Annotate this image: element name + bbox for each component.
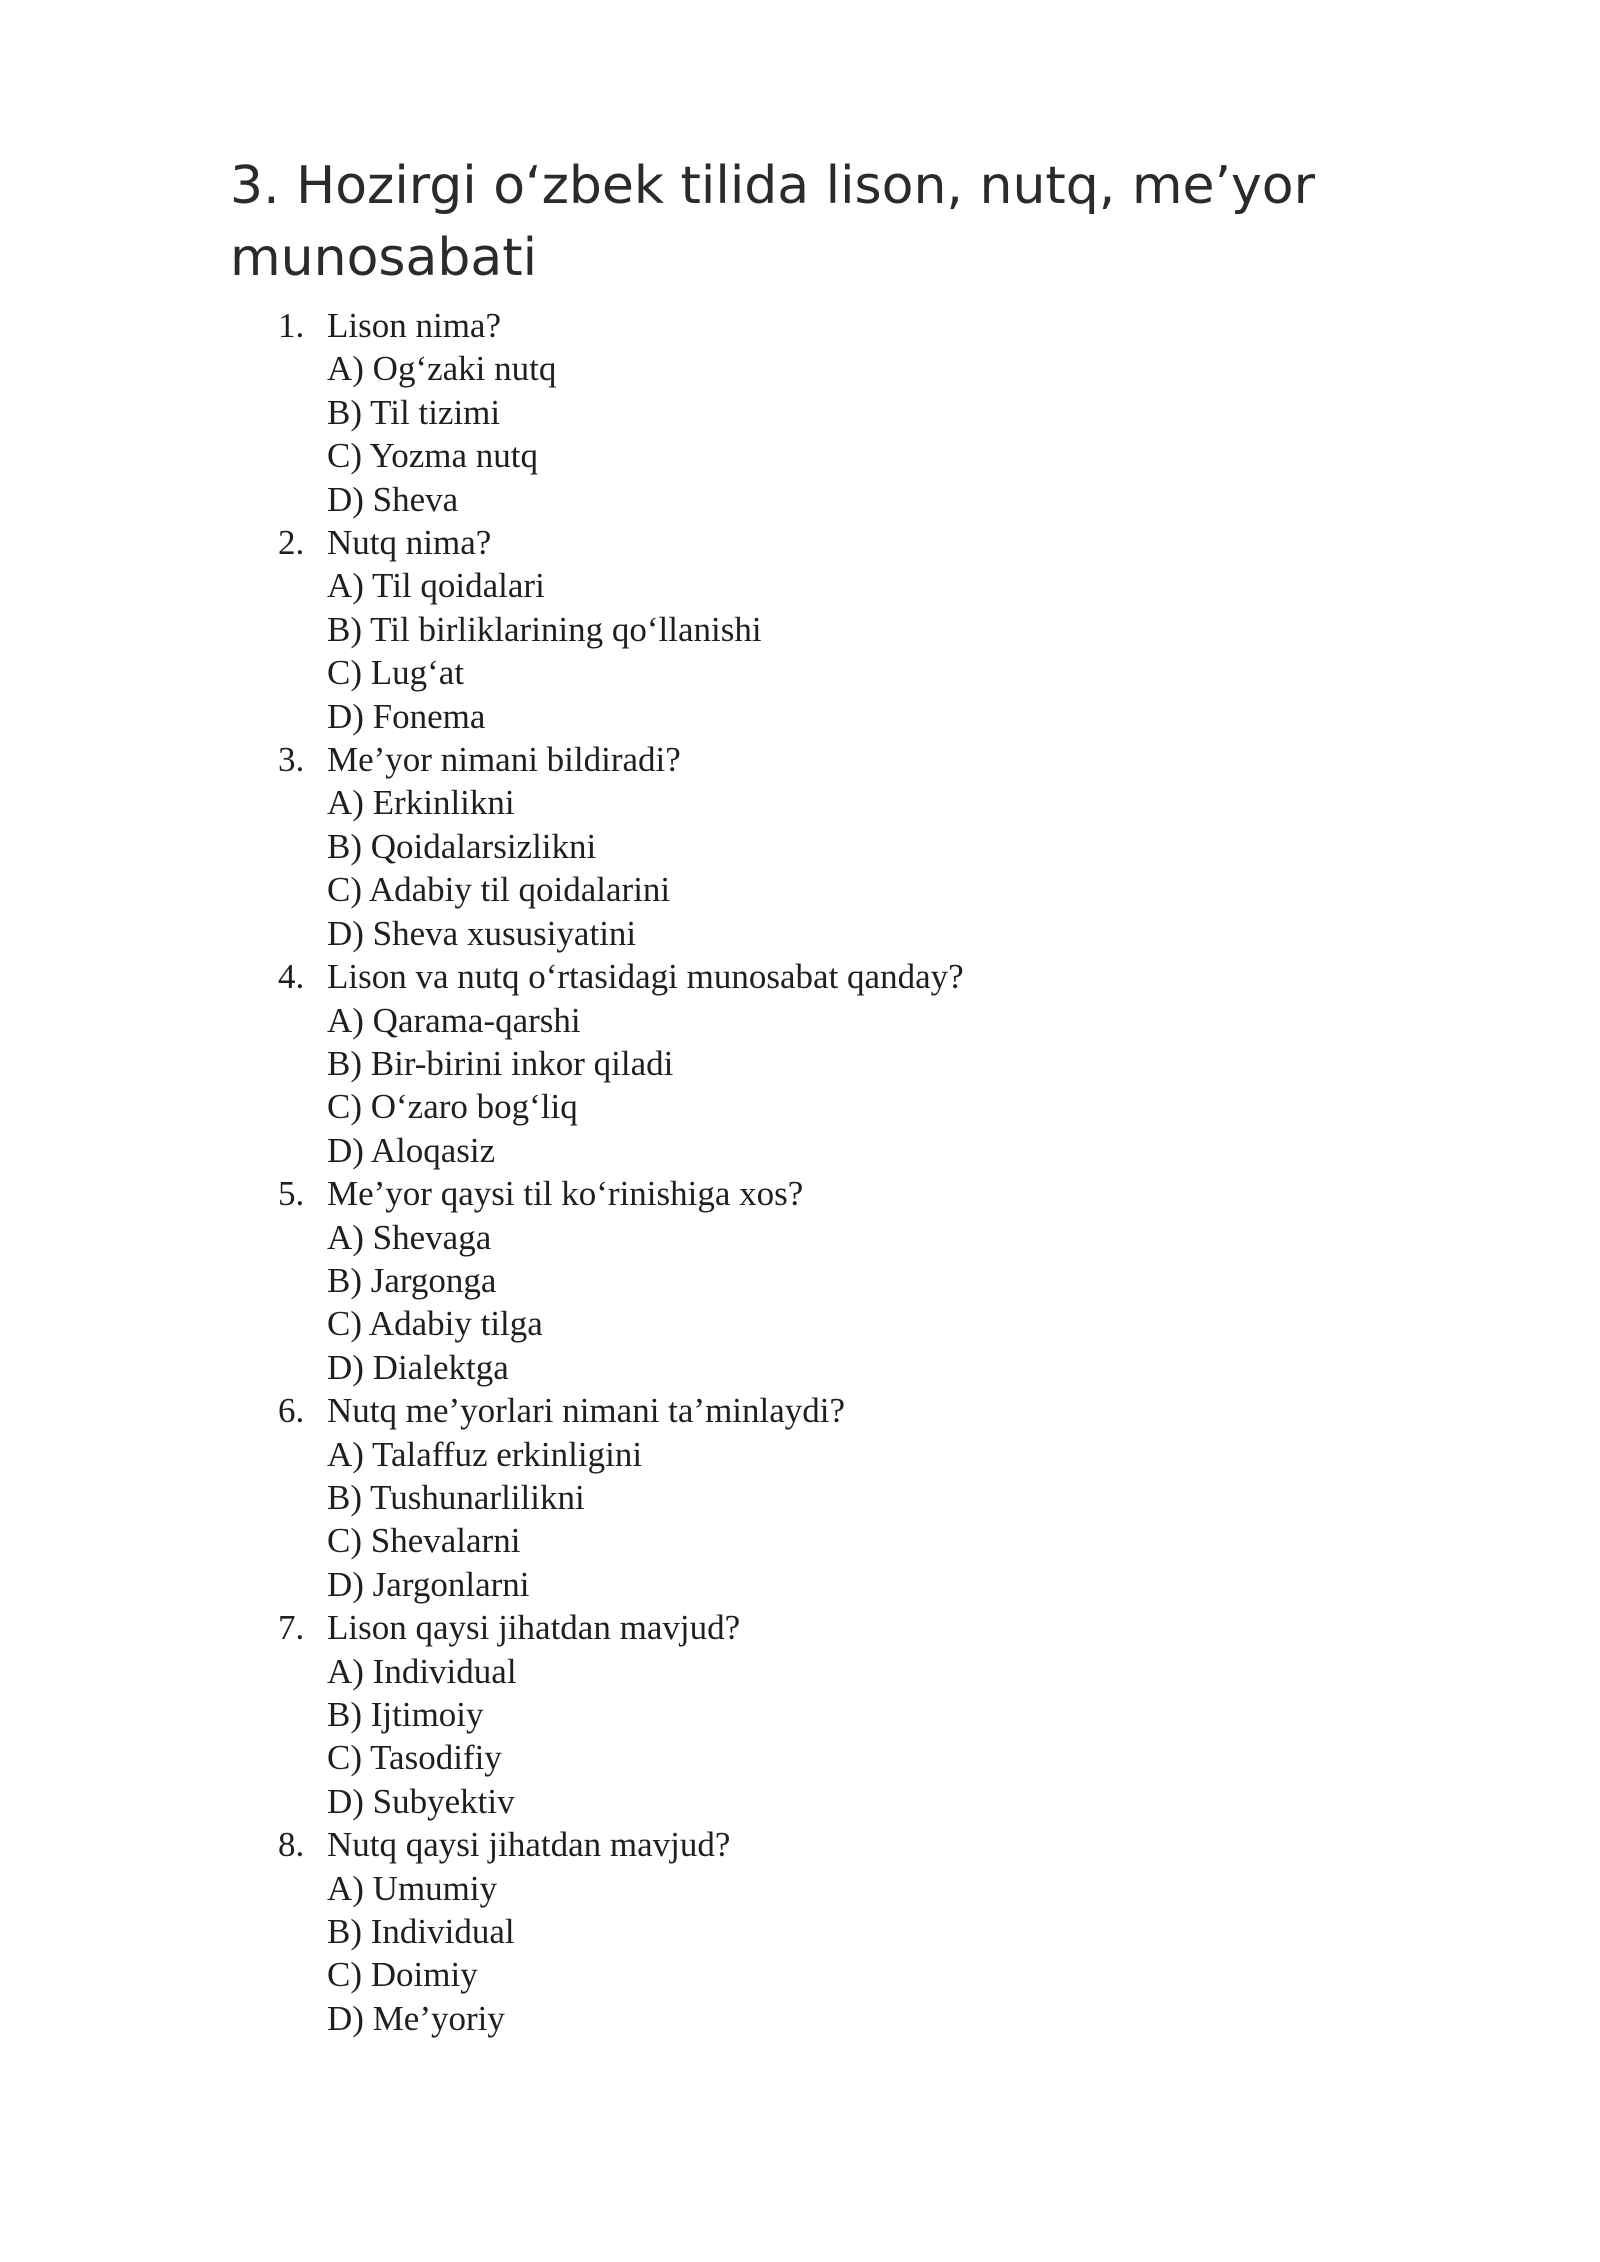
question-text: Lison qaysi jihatdan mavjud? <box>327 1608 741 1648</box>
answer-option: D) Subyektiv <box>327 1781 515 1821</box>
question-item-4 <box>230 955 1430 1172</box>
answer-option: A) Qarama-qarshi <box>327 1000 581 1040</box>
answer-option: B) Qoidalarsizlikni <box>327 826 597 866</box>
answer-option: D) Dialektga <box>327 1347 509 1387</box>
answer-option: C) Doimiy <box>327 1955 478 1995</box>
answer-options <box>327 564 1430 738</box>
question-text: Nutq qaysi jihatdan mavjud? <box>327 1825 731 1865</box>
question-number: 8. <box>278 1825 305 1865</box>
question-number: 2. <box>278 523 305 563</box>
answer-option: C) Shevalarni <box>327 1521 521 1561</box>
page-title: 3. Hozirgi o‘zbek tilida lison, nutq, me’yor munosabati <box>230 156 1315 288</box>
question-number: 1. <box>278 306 305 345</box>
question-text: Lison va nutq o‘rtasidagi munosabat qanday? <box>327 957 964 997</box>
answer-option: C) Adabiy tilga <box>327 1304 543 1344</box>
answer-option: A) Shevaga <box>327 1217 492 1257</box>
question-item-6 <box>230 1389 1430 1606</box>
question-item-1 <box>230 304 1430 521</box>
answer-option: B) Ijtimoiy <box>327 1695 484 1734</box>
question-text: Lison nima? <box>327 306 501 345</box>
answer-option: A) Talaffuz erkinligini <box>327 1434 643 1474</box>
answer-option: D) Me’yoriy <box>327 1998 505 2038</box>
answer-option: B) Til tizimi <box>327 392 501 432</box>
answer-option: A) Umumiy <box>327 1868 498 1908</box>
answer-option: B) Til birliklarining qo‘llanishi <box>327 609 762 649</box>
answer-option: C) Adabiy til qoidalarini <box>327 870 671 910</box>
question-list <box>230 304 1430 2040</box>
question-number: 7. <box>278 1608 305 1648</box>
answer-option: A) Erkinlikni <box>327 783 515 823</box>
answer-option: A) Individual <box>327 1651 517 1691</box>
answer-option: D) Sheva <box>327 479 459 519</box>
question-number: 4. <box>278 957 305 997</box>
question-text: Me’yor nimani bildiradi? <box>327 740 681 780</box>
question-text: Nutq me’yorlari nimani ta’minlaydi? <box>327 1391 846 1431</box>
answer-option: B) Jargonga <box>327 1260 497 1300</box>
answer-option: C) Lug‘at <box>327 653 465 693</box>
question-number: 5. <box>278 1174 305 1214</box>
question-item-7 <box>230 1606 1430 1823</box>
answer-options <box>327 347 1430 521</box>
answer-options <box>327 781 1430 955</box>
answer-options <box>327 1216 1430 1390</box>
answer-option: D) Fonema <box>327 696 486 736</box>
document-content <box>230 150 1430 2040</box>
question-item-8 <box>230 1823 1430 2040</box>
answer-option: D) Aloqasiz <box>327 1130 496 1170</box>
question-text: Nutq nima? <box>327 523 492 563</box>
answer-option: B) Tushunarlilikni <box>327 1477 585 1517</box>
answer-option: D) Sheva xususiyatini <box>327 913 637 953</box>
answer-option: C) Tasodifiy <box>327 1738 502 1778</box>
question-number: 6. <box>278 1391 305 1431</box>
answer-options <box>327 999 1430 1173</box>
question-number: 3. <box>278 740 305 780</box>
answer-option: C) O‘zaro bog‘liq <box>327 1087 578 1127</box>
question-item-2 <box>230 521 1430 738</box>
question-text: Me’yor qaysi til ko‘rinishiga xos? <box>327 1174 804 1214</box>
answer-option: D) Jargonlarni <box>327 1564 530 1604</box>
question-item-5 <box>230 1172 1430 1389</box>
question-item-3 <box>230 738 1430 955</box>
answer-option: B) Individual <box>327 1912 515 1952</box>
answer-option: A) Til qoidalari <box>327 566 545 606</box>
answer-option: B) Bir-birini inkor qiladi <box>327 1043 674 1083</box>
answer-options <box>327 1867 1430 2041</box>
answer-options <box>327 1433 1430 1607</box>
answer-options <box>327 1650 1430 1824</box>
answer-option: A) Og‘zaki nutq <box>327 349 557 389</box>
answer-option: C) Yozma nutq <box>327 436 538 476</box>
